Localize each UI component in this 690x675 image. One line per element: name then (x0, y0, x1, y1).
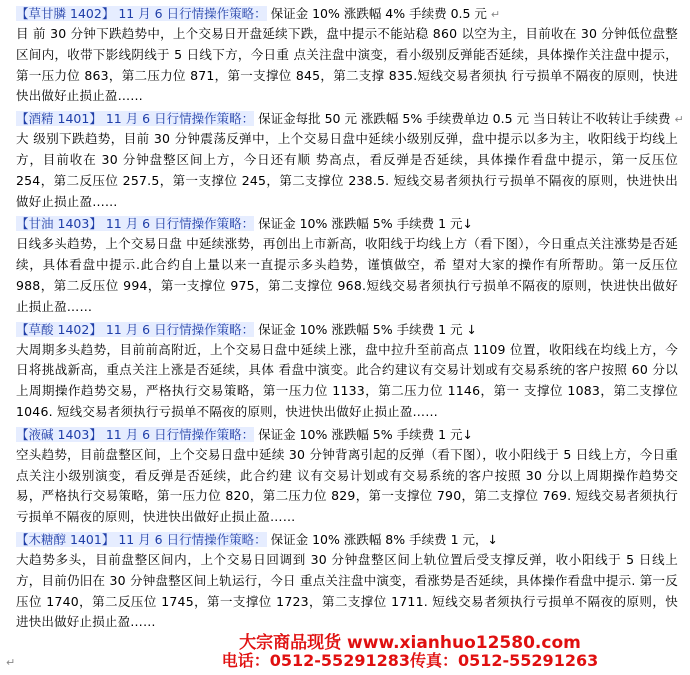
contract-terms: 保证金 10% 涨跌幅 4% 手续费 0.5 元 (270, 6, 487, 21)
contract-code: 1403 (57, 216, 90, 232)
strategy-title: 11 月 6 日行情操作策略： (118, 6, 267, 21)
contract-code: 1402 (70, 6, 102, 21)
heading-highlight: 【酒精 1401】 11 月 6 日行情操作策略： (16, 111, 255, 127)
contract-terms: 保证金 10% 涨跌幅 5% 手续费 1 元↓ (258, 216, 473, 232)
watermark-footer (150, 634, 670, 670)
paragraph-mark: ↵ (674, 113, 684, 127)
heading-highlight: 【甘油 1403】 11 月 6 日行情操作策略： (16, 216, 255, 232)
contract-code: 1402 (57, 321, 90, 337)
strategy-paragraph: 大趋势多头，目前盘整区间内，上个交易日回调到 30 分钟盘整区间上轨位置后受支撑反弹，收小阳线于 5 日线上方，目前仍旧在 30 分钟盘整区间上轨运行，今日 重点关注盘中演变，看涨势是否延续，具体操作看盘中提示. 第一反压位 1740，第二反压位 1745，第一支撑位 1723，第二支撑位 1711. 短线交易者须执行亏损单不隔夜的原则，快进快出做好止损止盈…… (16, 551, 678, 630)
strategy-title: 11 月 6 日行情操作策略： (105, 321, 255, 337)
section-yejian (16, 425, 678, 528)
product-name: 木糖醇 (28, 531, 67, 547)
strategy-title: 11 月 6 日行情操作策略： (105, 426, 255, 442)
section-heading (16, 530, 678, 550)
contract-terms: 保证金 10% 涨跌幅 5% 手续费 1 元↓ (258, 426, 473, 442)
heading-highlight: 【液碱 1403】 11 月 6 日行情操作策略： (16, 426, 255, 442)
strategy-paragraph: 大周期多头趋势，目前前高附近，上个交易日盘中延续上涨，盘中拉升至前高点 1109 位置，收阳线在均线上方，今日将挑战新高，重点关注上涨是否延续，具体 看盘中演变。此合约建议有交易计划或有交易系统的客户按照 60 分以上周期操作趋势交易，严格执行交易策略，第一压力位 1133，第二压力位 1146，第一 支撑位 1083，第二支撑位 1046. 短线交易者须执行亏损单不隔夜的原则，快进快出做好止损止盈…… (16, 341, 678, 419)
footer-website: 大宗商品现货 www.xianhuo12580.com (239, 633, 581, 653)
product-name: 液碱 (28, 426, 54, 442)
section-heading (16, 4, 678, 24)
document-body (16, 4, 684, 635)
product-name: 酒精 (28, 111, 54, 127)
product-name: 甘油 (28, 216, 54, 232)
section-ganyou (16, 214, 678, 317)
paragraph-mark: ↵ (490, 8, 501, 21)
contract-code: 1401 (70, 531, 102, 547)
strategy-paragraph: 大 级别下跌趋势，目前 30 分钟震荡反弹中，上个交易日盘中延续小级别反弹，盘中提示以多为主，收阳线于均线上方，目前收在 30 分钟盘整区间上方，今日还有顺 势高点，看反弹是否延续，具体操作看盘中提示，第一反压位 254，第二反压位 257.5，第一支撑位 245，第二支撑位 238.5. 短线交易者须执行亏损单不隔夜的原则，快进快出做好止损止盈…… (16, 131, 678, 209)
product-name: 草酸 (28, 321, 54, 337)
strategy-title: 11 月 6 日行情操作策略： (118, 531, 267, 547)
section-caoganlin (16, 4, 678, 107)
strategy-paragraph: 目 前 30 分钟下跌趋势中，上个交易日开盘延续下跌，盘中提示不能站稳 860 以空为主，目前收在 30 分钟低位盘整区间内，收带下影线阴线于 5 日线下方，今日重 点关注盘中演变，看小级别反弹能否延续，具体操作关注盘中提示，第一压力位 863，第二压力位 871，第一支撑位 845，第二支撑 835.短线交易者须执 行亏损单不隔夜的原则，快进快出做好止损止盈…… (16, 26, 678, 104)
section-heading (16, 214, 678, 234)
section-heading (16, 109, 684, 129)
strategy-paragraph: 空头趋势，目前盘整区间，上个交易日盘中延续 30 分钟背离引起的反弹（看下图），收小阳线于 5 日线上方，今日重点关注小级别演变，看反弹是否延续，此合约建 议有交易计划或有交易系统的客户按照 30 分以上周期操作趋势交易，严格执行交易策略，第一压力位 820，第二压力位 829，第一支撑位 790，第二支撑位 769. 短线交易者须执行亏损单不隔夜的原则，快进快出做好止损止盈…… (16, 446, 678, 525)
strategy-title: 11 月 6 日行情操作策略： (105, 111, 255, 127)
heading-highlight: 【草甘膦 1402】 11 月 6 日行情操作策略： (16, 6, 267, 21)
section-heading (16, 425, 678, 445)
heading-highlight: 【草酸 1402】 11 月 6 日行情操作策略： (16, 321, 255, 337)
strategy-title: 11 月 6 日行情操作策略： (105, 216, 255, 232)
heading-highlight: 【木糖醇 1401】 11 月 6 日行情操作策略： (16, 531, 267, 547)
contract-terms: 保证金 10% 涨跌幅 5% 手续费 1 元 ↓ (258, 321, 477, 337)
section-jiujing (16, 109, 684, 212)
product-name: 草甘膦 (28, 6, 67, 21)
contract-code: 1403 (57, 426, 90, 442)
section-caosuan (16, 320, 678, 423)
end-paragraph-mark: ↵ (6, 656, 16, 669)
contract-terms: 保证金 10% 涨跌幅 8% 手续费 1 元，↓ (270, 531, 498, 547)
section-heading (16, 320, 678, 340)
contract-code: 1401 (57, 111, 90, 127)
strategy-paragraph: 日线多头趋势，上个交易日盘 中延续涨势，再创出上市新高，收阳线于均线上方（看下图），今日重点关注涨势是否延续，具体看盘中提示.此合约自上量以来一直提示多头趋势，谨慎做空，希 望对大家的操作有所帮助。第一反压位 988，第二反压位 994，第一支撑位 975，第二支撑位 968.短线交易者须执行亏损单不隔夜的原则，快进快出做好 止损止盈…… (16, 236, 678, 314)
contract-terms: 保证金每批 50 元 涨跌幅 5% 手续费单边 0.5 元 当日转让不收转让手续费 (258, 111, 671, 127)
footer-contact: 电话：0512-55291283传真：0512-55291263 (221, 651, 599, 670)
section-mutangchun (16, 530, 678, 633)
